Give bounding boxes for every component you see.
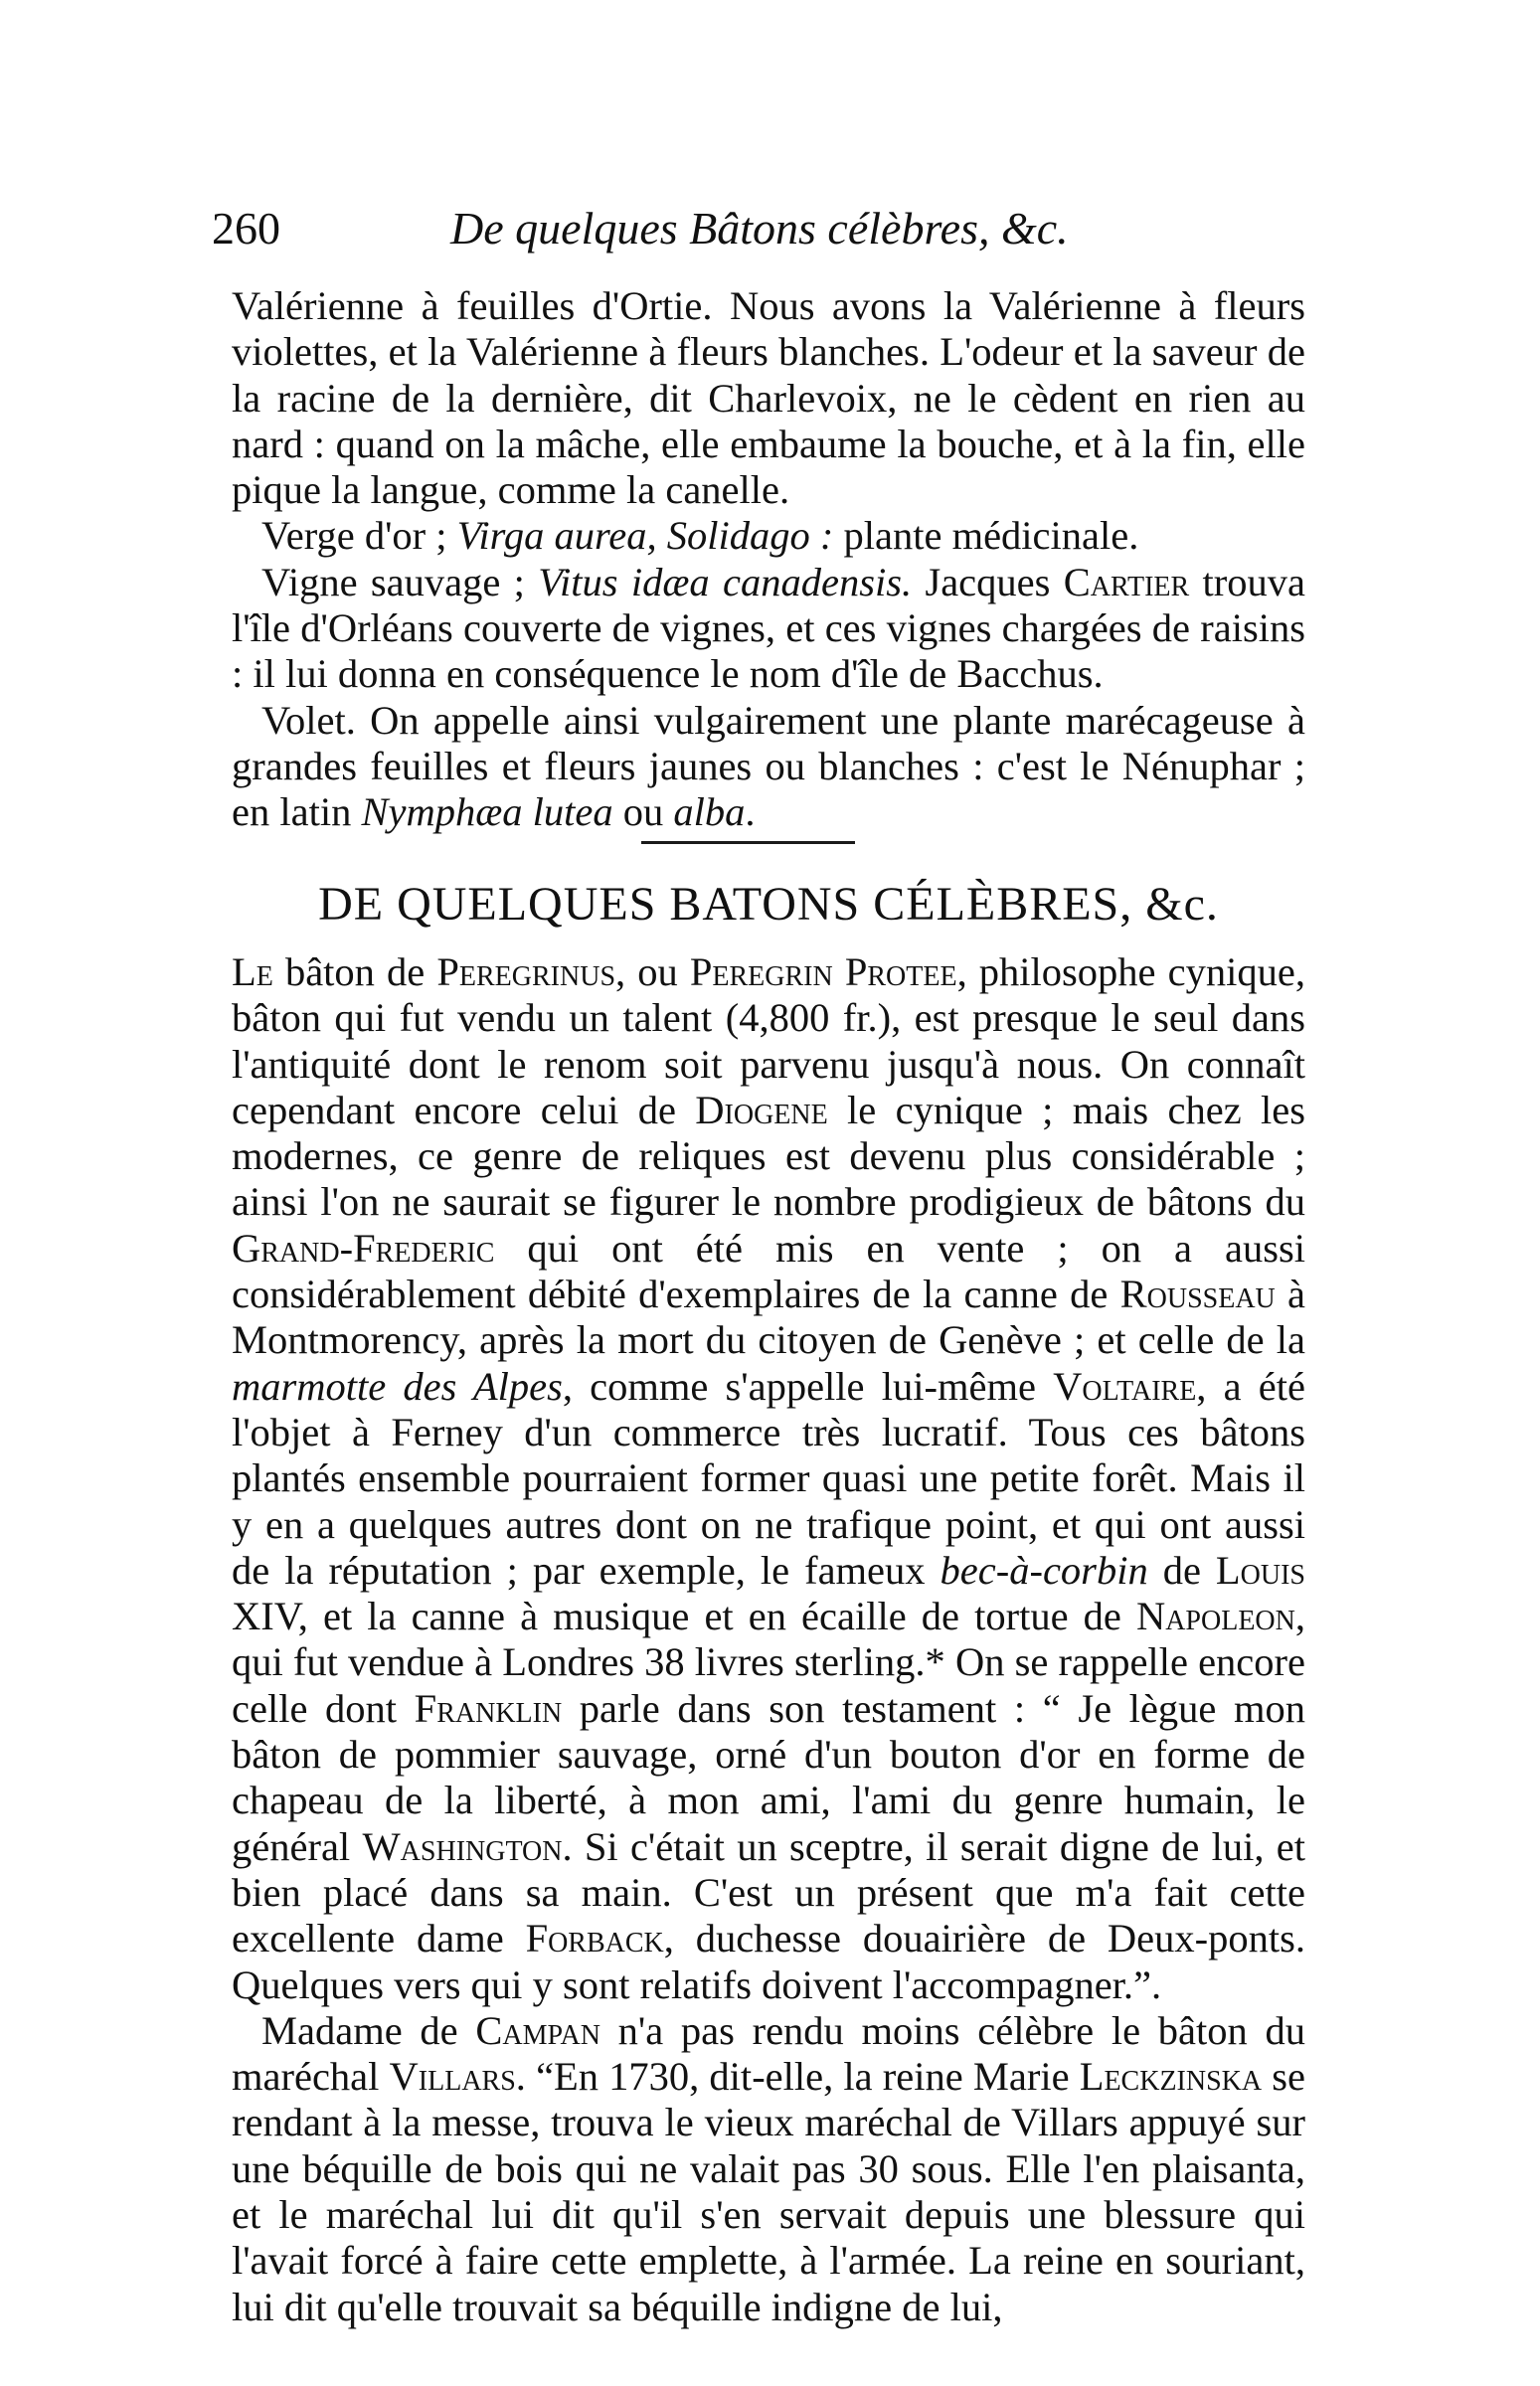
- text-run: Verge d'or ;: [261, 513, 457, 559]
- paragraph-batons-celebres: [232, 949, 1305, 2008]
- text-run: le cynique ; mais chez les modernes, ce genre de reliques est devenu plus considérable ; ainsi l'on ne saurait se figurer le nombre prodigieux de bâtons du: [232, 1087, 1305, 1225]
- text-run: Vigne sauvage ;: [261, 559, 539, 604]
- italic-run: marmotte des Alpes: [232, 1363, 563, 1409]
- paragraph-valeriane: Valérienne à feuilles d'Ortie. Nous avons la Valérienne à fleurs violettes, et la Valérienne à fleurs blanches. L'odeur et la saveur de la racine de la dernière, dit Charlevoix, ne le cèdent en rien au nard : quand on la mâche, elle embaume la bouche, et à la fin, elle pique la langue, comme la canelle.: [232, 283, 1305, 513]
- text-run: Volet. On appelle ainsi vulgairement une plante marécageuse à grandes feuilles et fleurs jaunes ou blanches : c'est le Nénuphar ; en latin: [232, 697, 1305, 835]
- smallcaps-run: Voltaire: [1053, 1363, 1197, 1409]
- page-number: 260: [212, 203, 280, 254]
- section-divider-rule: [641, 841, 855, 844]
- smallcaps-run: Rousseau: [1119, 1272, 1276, 1317]
- text-run: , comme s'appelle lui-même: [562, 1363, 1054, 1409]
- text-run: Madame de: [261, 2007, 476, 2053]
- running-head: De quelques Bâtons célèbres, &c.: [450, 203, 1069, 254]
- paragraph-vigne: [232, 560, 1305, 698]
- smallcaps-run: Washington: [362, 1823, 563, 1869]
- text-run: . “En 1730, dit-elle, la reine Marie: [515, 2054, 1080, 2100]
- italic-run: Vitus idæa canadensis.: [538, 559, 913, 604]
- smallcaps-run: Diogene: [695, 1087, 828, 1132]
- text-run: ou: [612, 789, 674, 835]
- italic-run: alba: [673, 789, 746, 835]
- text-run: .: [745, 789, 756, 835]
- smallcaps-run: Napoleon: [1135, 1594, 1295, 1639]
- text-run: plante médicinale.: [833, 513, 1139, 559]
- paragraph-verge-dor: [232, 513, 1305, 559]
- smallcaps-run: Leckzinska: [1079, 2054, 1263, 2100]
- text-run: , qui fut vendue à Londres 38 livres sterling.* On se rappelle encore celle dont: [232, 1594, 1305, 1731]
- text-run: parle dans son testament : “ Je lègue mon bâton de pommier sauvage, orné d'un bouton d'or en forme de chapeau de la liberté, à mon ami, l'ami du genre humain, le général: [232, 1685, 1306, 1869]
- text-run: . Si c'était un sceptre, il serait digne de lui, et bien placé dans sa main. C'est un présent que m'a fait cette excellente dame: [232, 1823, 1305, 1961]
- text-run: , a été l'objet à Ferney d'un commerce très lucratif. Tous ces bâtons plantés ensemble pourraient former quasi une petite forêt. Mais il y en a quelques autres dont on ne trafique point, et qui ont aussi de la réputation ; par exemple, le fameux: [232, 1363, 1305, 1593]
- text-run: se rendant à la messe, trouva le vieux maréchal de Villars appuyé sur une béquille de bois qui ne valait pas 30 sous. Elle l'en plaisanta, et le maréchal lui dit qu'il s'en servait depuis une blessure qui l'avait forcé à faire cette emplette, à l'armée. La reine en souriant, lui dit qu'elle trouvait sa béquille indigne de lui,: [232, 2054, 1305, 2329]
- text-run: , duchesse douairière de Deux-ponts. Quelques vers qui y sont relatifs doivent l'accompagner.”.: [232, 1916, 1306, 2007]
- text-run: de: [1147, 1547, 1216, 1593]
- italic-run: bec-à-corbin: [940, 1547, 1148, 1593]
- text-run: n'a pas rendu moins célèbre le bâton du maréchal: [232, 2007, 1305, 2100]
- italic-run: Virga aurea, Solidago :: [456, 513, 834, 559]
- smallcaps-run: Campan: [475, 2007, 600, 2053]
- text-run: bâton de: [272, 949, 437, 994]
- smallcaps-run: Louis: [1215, 1547, 1305, 1593]
- smallcaps-run: Le: [232, 949, 273, 994]
- section-heading: DE QUELQUES BATONS CÉLÈBRES, &c.: [318, 878, 1219, 931]
- section-text-block: [232, 949, 1305, 2330]
- smallcaps-run: Grand-Frederic: [232, 1225, 495, 1271]
- top-text-block: [232, 283, 1305, 836]
- smallcaps-run: Forback: [525, 1916, 664, 1961]
- text-run: Jacques: [912, 559, 1064, 604]
- smallcaps-run: Peregrin Protee: [689, 949, 957, 994]
- text-run: , ou: [615, 949, 690, 994]
- text-run: XIV, et la canne à musique et en écaille de tortue de: [232, 1594, 1136, 1639]
- paragraph-madame-campan: [232, 2008, 1305, 2330]
- paragraph-volet: [232, 698, 1305, 836]
- italic-run: Nymphæa lutea: [361, 789, 613, 835]
- smallcaps-run: Cartier: [1063, 559, 1190, 604]
- text-run: à Montmorency, après la mort du citoyen de Genève ; et celle de la: [232, 1272, 1306, 1363]
- smallcaps-run: Peregrinus: [436, 949, 616, 994]
- text-run: qui ont été mis en vente ; on a aussi considérablement débité d'exemplaires de la canne de: [232, 1225, 1305, 1317]
- smallcaps-run: Franklin: [414, 1685, 563, 1731]
- text-run: , philosophe cynique, bâton qui fut vendu un talent (4,800 fr.), est presque le seul dans l'antiquité dont le renom soit parvenu jusqu'à nous. On connaît cependant encore celui de: [232, 949, 1305, 1132]
- smallcaps-run: Villars: [389, 2054, 516, 2100]
- text-run: trouva l'île d'Orléans couverte de vignes, et ces vignes chargées de raisins : il lui donna en conséquence le nom d'île de Bacchus.: [232, 559, 1305, 697]
